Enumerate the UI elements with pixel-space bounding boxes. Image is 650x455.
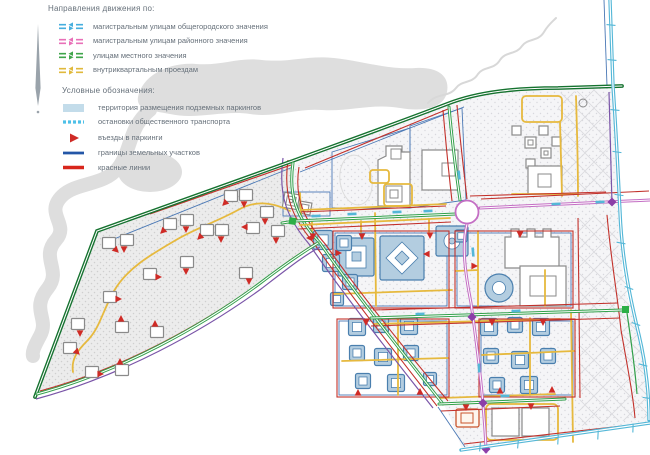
- legend-label: территория размещения подземных паркингов: [98, 102, 262, 112]
- legend-label: въезды в паркинги: [98, 132, 163, 142]
- two-way-road-icon: [58, 66, 86, 75]
- legend-item-transport-stops: [63, 118, 336, 126]
- transport-stop-mark: [473, 248, 474, 257]
- two-way-road-icon: [58, 37, 86, 46]
- building: [240, 190, 253, 201]
- building: [121, 235, 134, 246]
- solid-line-icon: [63, 164, 91, 171]
- courtyard: [359, 377, 367, 385]
- building: [164, 219, 177, 230]
- north-arrow: [35, 24, 40, 113]
- building: [181, 215, 194, 226]
- directions-list: [46, 22, 336, 75]
- building: [225, 191, 238, 202]
- park-hatch-rightcolumn: [578, 214, 648, 426]
- courtyard: [391, 378, 400, 387]
- directions-title: Направления движения по:: [48, 4, 155, 13]
- legend-label: магистральным улицам общегородского значения: [93, 21, 268, 31]
- map-legend: [46, 2, 336, 178]
- road-tick-mark: [611, 110, 620, 111]
- park-hatch-topright: [558, 88, 613, 204]
- courtyard: [515, 355, 524, 364]
- legend-label: магистральным улицам районного значения: [93, 36, 248, 45]
- courtyard: [353, 349, 361, 357]
- courtyard: [333, 295, 340, 302]
- road-tick-mark: [518, 440, 519, 449]
- solid-line-icon: [63, 150, 91, 156]
- building: [247, 223, 260, 234]
- symbols-title: Условные обозначения:: [62, 85, 155, 95]
- legend-label: улицам местного значения: [93, 50, 187, 60]
- symbols-list: [46, 104, 336, 172]
- courtyard: [511, 321, 519, 329]
- legend-item-district: [58, 37, 336, 46]
- courtyard: [487, 352, 495, 360]
- building: [216, 225, 229, 236]
- building: [103, 238, 116, 249]
- legend-item-citywide: [58, 22, 336, 31]
- courtyard: [340, 239, 348, 247]
- building: [261, 207, 274, 218]
- legend-label: границы земельных участков: [98, 148, 200, 157]
- dashed-line-icon: [63, 118, 91, 126]
- legend-label: внутриквартальным проездам: [93, 65, 198, 74]
- transport-stop-mark: [458, 171, 459, 180]
- area-swatch-icon: [63, 104, 91, 112]
- road-tick-mark: [607, 25, 616, 26]
- legend-item-parcel-boundaries: [63, 149, 336, 157]
- building: [104, 292, 117, 303]
- building: [72, 319, 85, 330]
- legend-label: красные линии: [98, 162, 151, 172]
- building: [181, 257, 194, 268]
- two-way-road-icon: [58, 22, 86, 31]
- orange-building: [456, 409, 479, 427]
- building: [86, 367, 99, 378]
- courtyard: [352, 322, 361, 331]
- legend-item-parking-territory: [63, 104, 336, 112]
- triangle-icon: [63, 133, 91, 143]
- building: [144, 269, 157, 280]
- building: [151, 327, 164, 338]
- parking-entrance-icon: [355, 389, 362, 396]
- building: [272, 226, 285, 237]
- legend-item-innerblock: [58, 66, 336, 75]
- courtyard: [544, 352, 552, 360]
- legend-item-red-lines: [63, 164, 336, 172]
- building: [201, 225, 214, 236]
- building: [240, 268, 253, 279]
- legend-item-local: [58, 51, 336, 60]
- legend-item-parking-entrances: [63, 133, 336, 143]
- road-tick-mark: [480, 443, 481, 452]
- two-way-road-icon: [58, 51, 86, 60]
- legend-label: остановки общественного транспорта: [98, 117, 230, 126]
- road-tick-mark: [608, 60, 617, 61]
- building: [116, 365, 129, 376]
- courtyard: [524, 380, 533, 389]
- roundabout: [456, 201, 479, 224]
- building: [116, 322, 129, 333]
- courtyard: [536, 322, 545, 331]
